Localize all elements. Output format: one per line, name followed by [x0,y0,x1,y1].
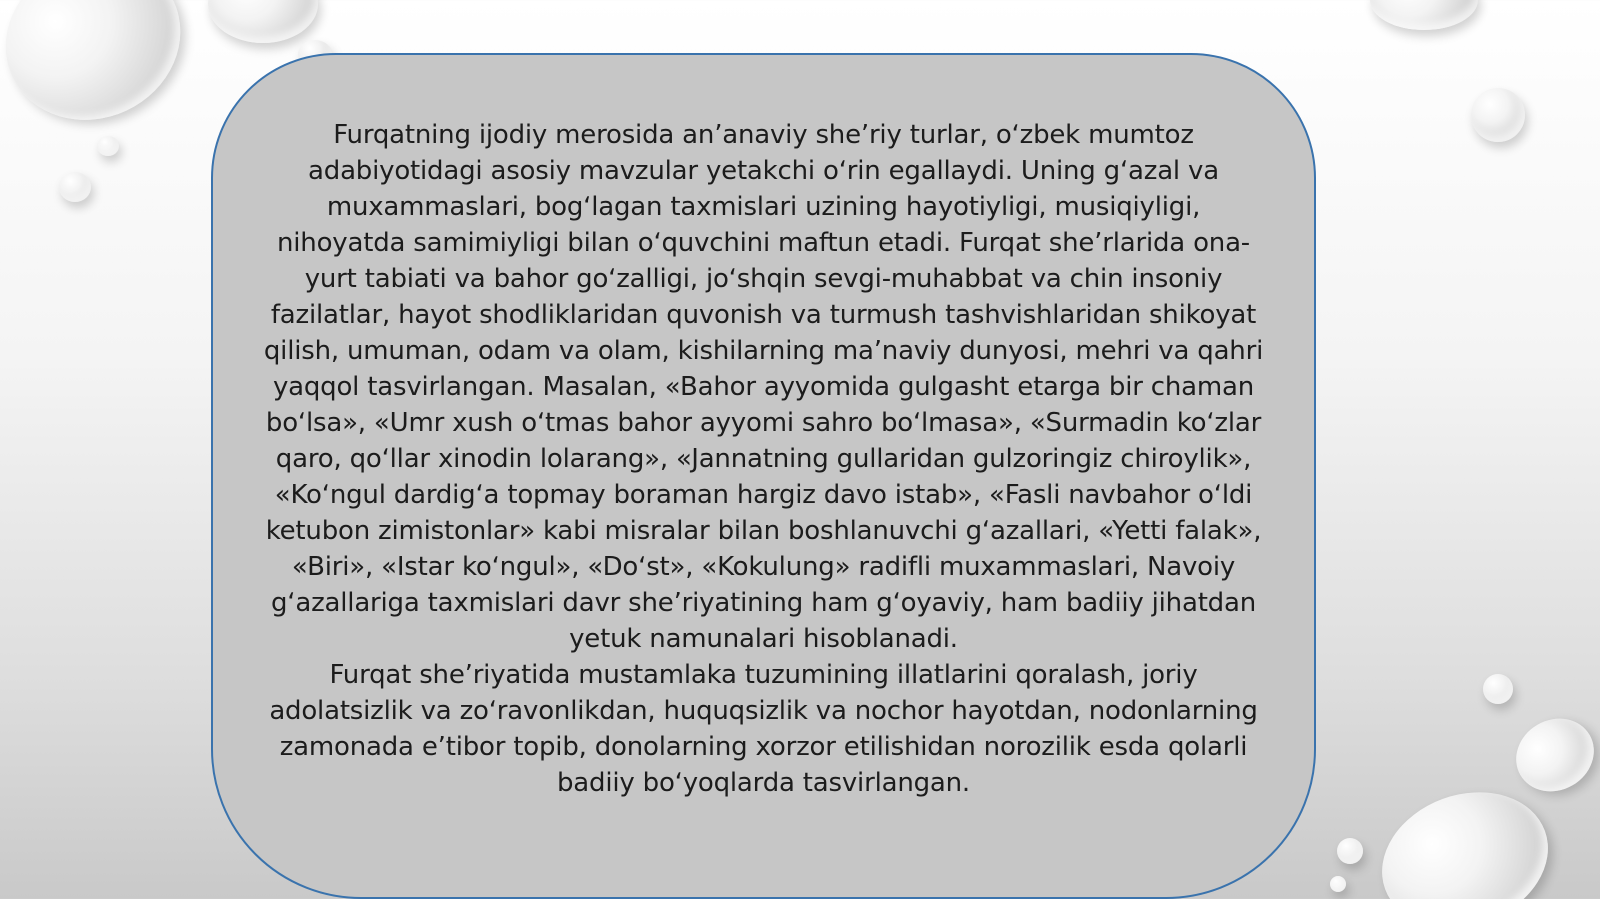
water-drop-decoration [1370,0,1478,30]
slide-text [263,117,1264,801]
water-drop-decoration [59,172,91,202]
paragraph: Furqat she’riyatida mustamlaka tuzumining illatlarini qoralash, joriy adolatsizlik va zoʻravonlikdan, huquqsizlik va nochor hayotdan, nodonlarning zamonada e’tibor topib, donolarning xorzor etilishidan norozilik esda qolarli badiiy boʻyoqlarda tasvirlangan. [269,660,1258,798]
paragraph: Furqatning ijodiy merosida an’anaviy she’riy turlar, oʻzbek mumtoz adabiyotidagi asosiy mavzular yetakchi oʻrin egallaydi. Uning gʻazal va muxammaslari, bogʻlagan taxmislari uzining hayotiyligi, musiqiyligi, nihoyatda samimiyligi bilan oʻquvchini maftun etadi. Furqat she’rlarida ona-yurt tabiati va bahor goʻzalligi, joʻshqin sevgi-muhabbat va chin insoniy fazilatlar, hayot shodliklaridan quvonish va turmush tashvishlaridan shikoyat qilish, umuman, odam va olam, kishilarning ma’naviy dunyosi, mehri va qahri yaqqol tasvirlangan. Masalan, «Bahor ayyomida gulgasht etarga bir chaman boʻlsa», «Umr xush oʻtmas bahor ayyomi sahro boʻlmasa», «Surmadin koʻzlar qaro, qoʻllar xinodin lolarang», «Jannatning gullaridan gulzoringiz chiroylik», «Koʻngul dardigʻa topmay boraman hargiz davo istab», «Fasli navbahor oʻldi ketubon zimistonlar» kabi misralar bilan boshlanuvchi gʻazallari, «Yetti falak», «Biri», «Istar koʻngul», «Doʻst», «Kokulung» radifli muxammaslari, Navoiy gʻazallariga taxmislari davr she’riyatining ham gʻoyaviy, ham badiiy jihatdan yetuk namunalari hisoblanadi. [263,120,1264,654]
water-drop-decoration [1503,705,1600,806]
water-drop-decoration [0,0,207,148]
text-panel [211,53,1316,899]
water-drop-decoration [208,0,318,43]
water-drop-decoration [1330,876,1346,892]
water-drop-decoration [1471,88,1525,142]
water-drop-decoration [97,136,119,156]
water-drop-decoration [1337,838,1363,864]
water-drop-decoration [1483,674,1513,704]
